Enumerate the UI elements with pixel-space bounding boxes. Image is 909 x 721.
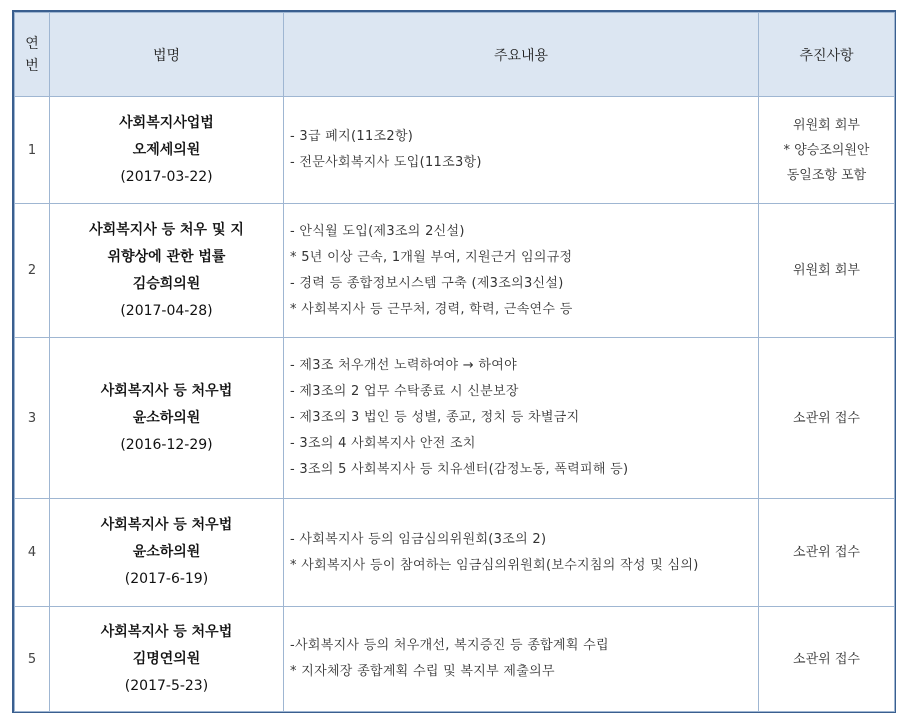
row-number: 5: [15, 607, 50, 712]
row-number: 3: [15, 338, 50, 499]
law-name-line: 사회복지사업법: [119, 114, 214, 131]
law-name-cell: [50, 607, 284, 712]
content-line: - 제3조의 2 업무 수탁종료 시 신분보장: [290, 384, 519, 399]
status-cell: [759, 338, 895, 499]
status-cell: [759, 607, 895, 712]
content-cell: [284, 338, 759, 499]
header-no-line1: 연: [25, 35, 39, 52]
table-row: [15, 607, 895, 712]
status-line: 소관위 접수: [793, 545, 860, 560]
status-line: 소관위 접수: [793, 651, 860, 667]
content-line: - 3조의 5 사회복지사 등 치유센터(감정노동, 폭력피해 등): [290, 462, 629, 477]
content-line: - 경력 등 종합정보시스템 구축 (제3조의3신설): [290, 275, 564, 291]
status-line: 위원회 회부: [793, 117, 860, 133]
status-line: 소관위 접수: [793, 410, 860, 426]
header-status: 추진사항: [759, 13, 895, 97]
law-table: [14, 12, 895, 712]
content-line: - 3조의 4 사회복지사 안전 조치: [290, 436, 476, 451]
row-number: 2: [15, 204, 50, 338]
law-name-line: 사회복지사 등 처우법: [100, 623, 233, 640]
status-line: * 양승조의원안: [783, 142, 870, 158]
law-table-frame: [12, 10, 896, 713]
table-row: [15, 338, 895, 499]
row-number: 4: [15, 499, 50, 607]
law-name-cell: [50, 338, 284, 499]
proposal-date: (2017-04-28): [120, 302, 213, 319]
header-no-line2: 번: [25, 57, 39, 74]
status-cell: [759, 499, 895, 607]
content-line: - 안식월 도입(제3조의 2신설): [290, 223, 465, 239]
header-content: 주요내용: [284, 13, 759, 97]
proposal-date: (2016-12-29): [120, 436, 213, 453]
content-line: * 사회복지사 등이 참여하는 임금심의위원회(보수지침의 작성 및 심의): [290, 557, 699, 573]
proposer-name: 오제세의원: [132, 141, 201, 158]
content-cell: [284, 499, 759, 607]
content-line: - 전문사회복지사 도입(11조3항): [290, 155, 482, 170]
proposal-date: (2017-03-22): [120, 168, 213, 185]
proposer-name: 김승희의원: [132, 275, 201, 292]
law-name-line: 사회복지사 등 처우 및 지: [89, 221, 244, 238]
status-line: 동일조항 포함: [786, 167, 867, 183]
proposer-name: 윤소하의원: [132, 409, 201, 426]
law-name-cell: [50, 204, 284, 338]
content-cell: [284, 97, 759, 204]
status-cell: [759, 204, 895, 338]
content-line: * 사회복지사 등 근무처, 경력, 학력, 근속연수 등: [290, 301, 573, 317]
law-name-line: 사회복지사 등 처우법: [100, 517, 233, 533]
content-line: - 제3조 처우개선 노력하여야 → 하여야: [290, 358, 517, 373]
law-name-cell: [50, 499, 284, 607]
status-cell: [759, 97, 895, 204]
header-no: [15, 13, 50, 97]
content-cell: [284, 204, 759, 338]
table-row: [15, 97, 895, 204]
content-line: -사회복지사 등의 처우개선, 복지증진 등 종합계획 수립: [290, 638, 609, 653]
content-line: - 3급 폐지(11조2항): [290, 129, 414, 144]
law-name-line: 위향상에 관한 법률: [107, 248, 226, 265]
header-row: [15, 13, 895, 97]
proposal-date: (2017-6-19): [124, 571, 209, 587]
row-number: 1: [15, 97, 50, 204]
content-line: - 사회복지사 등의 임금심의위원회(3조의 2): [290, 531, 547, 547]
proposal-date: (2017-5-23): [124, 677, 209, 694]
table-row: [15, 204, 895, 338]
content-line: * 5년 이상 근속, 1개월 부여, 지원근거 임의규정: [290, 249, 573, 265]
table-row: [15, 499, 895, 607]
status-line: 위원회 회부: [793, 263, 860, 278]
proposer-name: 김명연의원: [132, 650, 201, 667]
content-cell: [284, 607, 759, 712]
content-line: - 제3조의 3 법인 등 성별, 종교, 정치 등 차별금지: [290, 410, 580, 425]
law-name-cell: [50, 97, 284, 204]
content-line: * 지자체장 종합계획 수립 및 복지부 제출의무: [290, 664, 555, 679]
proposer-name: 윤소하의원: [132, 544, 201, 560]
header-law: 법명: [50, 13, 284, 97]
law-name-line: 사회복지사 등 처우법: [100, 382, 233, 399]
